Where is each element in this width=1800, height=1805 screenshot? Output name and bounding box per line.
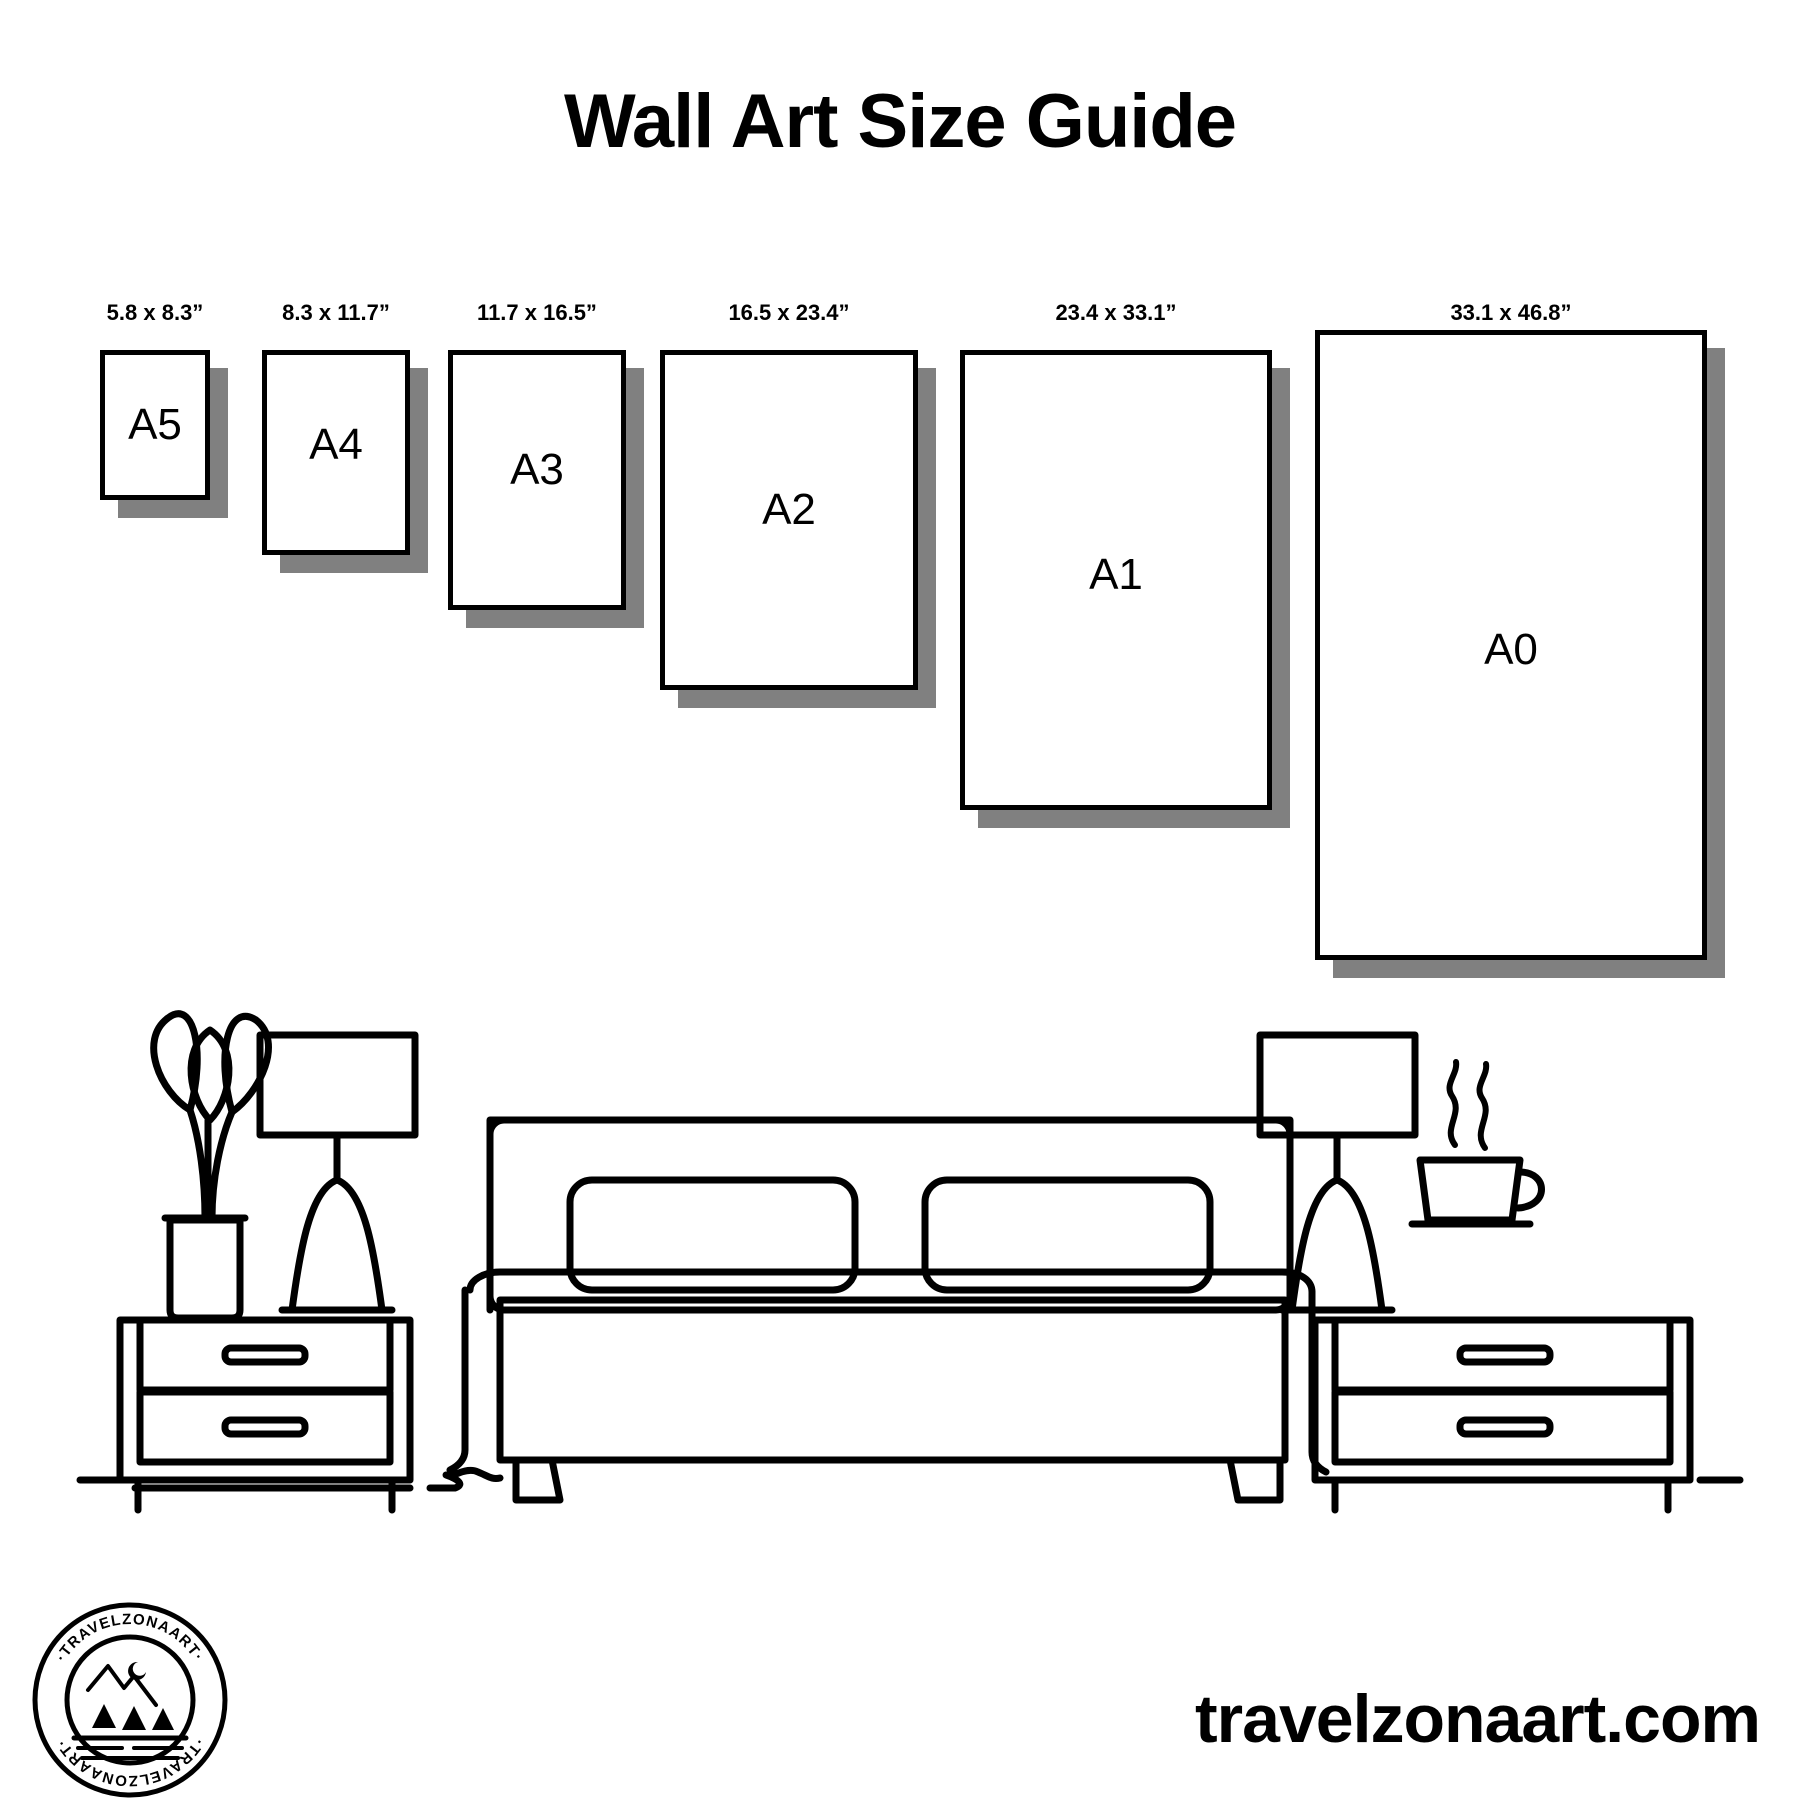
- frame-dimension-label: 8.3 x 11.7”: [282, 300, 390, 325]
- frame-a2[interactable]: [660, 0, 918, 720]
- steam-2: [1480, 1064, 1487, 1148]
- logo-ring-text-top: ·TRAVELZONAART·: [52, 1610, 208, 1665]
- logo-ring-text-bottom: ·TRAVELZONAART·: [52, 1735, 208, 1790]
- frame-box[interactable]: [262, 350, 410, 555]
- frame-dimension-label: 11.7 x 16.5”: [477, 300, 597, 325]
- coffee-cup: [1412, 1062, 1542, 1224]
- frame-box[interactable]: [448, 350, 626, 610]
- table-lamp-left: [260, 1035, 415, 1310]
- frame-size-name: A3: [510, 445, 564, 494]
- frame-dimension-label: 5.8 x 8.3”: [106, 300, 204, 325]
- nightstand-left: [120, 1320, 410, 1510]
- logo-outer-ring: [35, 1605, 225, 1795]
- frame-dimension-label: 33.1 x 46.8”: [1450, 300, 1572, 325]
- steam-1: [1450, 1062, 1457, 1145]
- frame-a3[interactable]: [448, 0, 626, 640]
- plant-vase: [154, 1014, 269, 1318]
- bedroom-scene: [60, 980, 1760, 1520]
- page-title: Wall Art Size Guide: [563, 79, 1237, 164]
- frame-a1[interactable]: [960, 0, 1272, 840]
- frame-a0[interactable]: [1315, 0, 1707, 990]
- nightstand-right: [1315, 1320, 1690, 1510]
- frame-box[interactable]: [100, 350, 210, 500]
- frame-dimension-label: 16.5 x 23.4”: [728, 300, 850, 325]
- frame-size-name: A2: [762, 485, 816, 534]
- frame-box[interactable]: [1315, 330, 1707, 960]
- brand-logo[interactable]: [30, 1600, 230, 1800]
- frame-dimension-label: 23.4 x 33.1”: [1055, 300, 1177, 325]
- logo-inner-ring: [67, 1637, 193, 1763]
- frame-size-name: A5: [128, 400, 182, 449]
- site-url[interactable]: travelzonaart.com: [1195, 1681, 1760, 1757]
- frame-size-name: A1: [1089, 550, 1143, 599]
- frame-box[interactable]: [960, 350, 1272, 810]
- frame-a4[interactable]: [262, 0, 410, 585]
- frame-box[interactable]: [660, 350, 918, 690]
- frame-size-name: A0: [1484, 625, 1538, 674]
- frame-size-name: A4: [309, 420, 363, 469]
- bed: [430, 1120, 1326, 1500]
- logo-landscape-icon: [74, 1662, 186, 1758]
- frame-a5[interactable]: [100, 0, 210, 530]
